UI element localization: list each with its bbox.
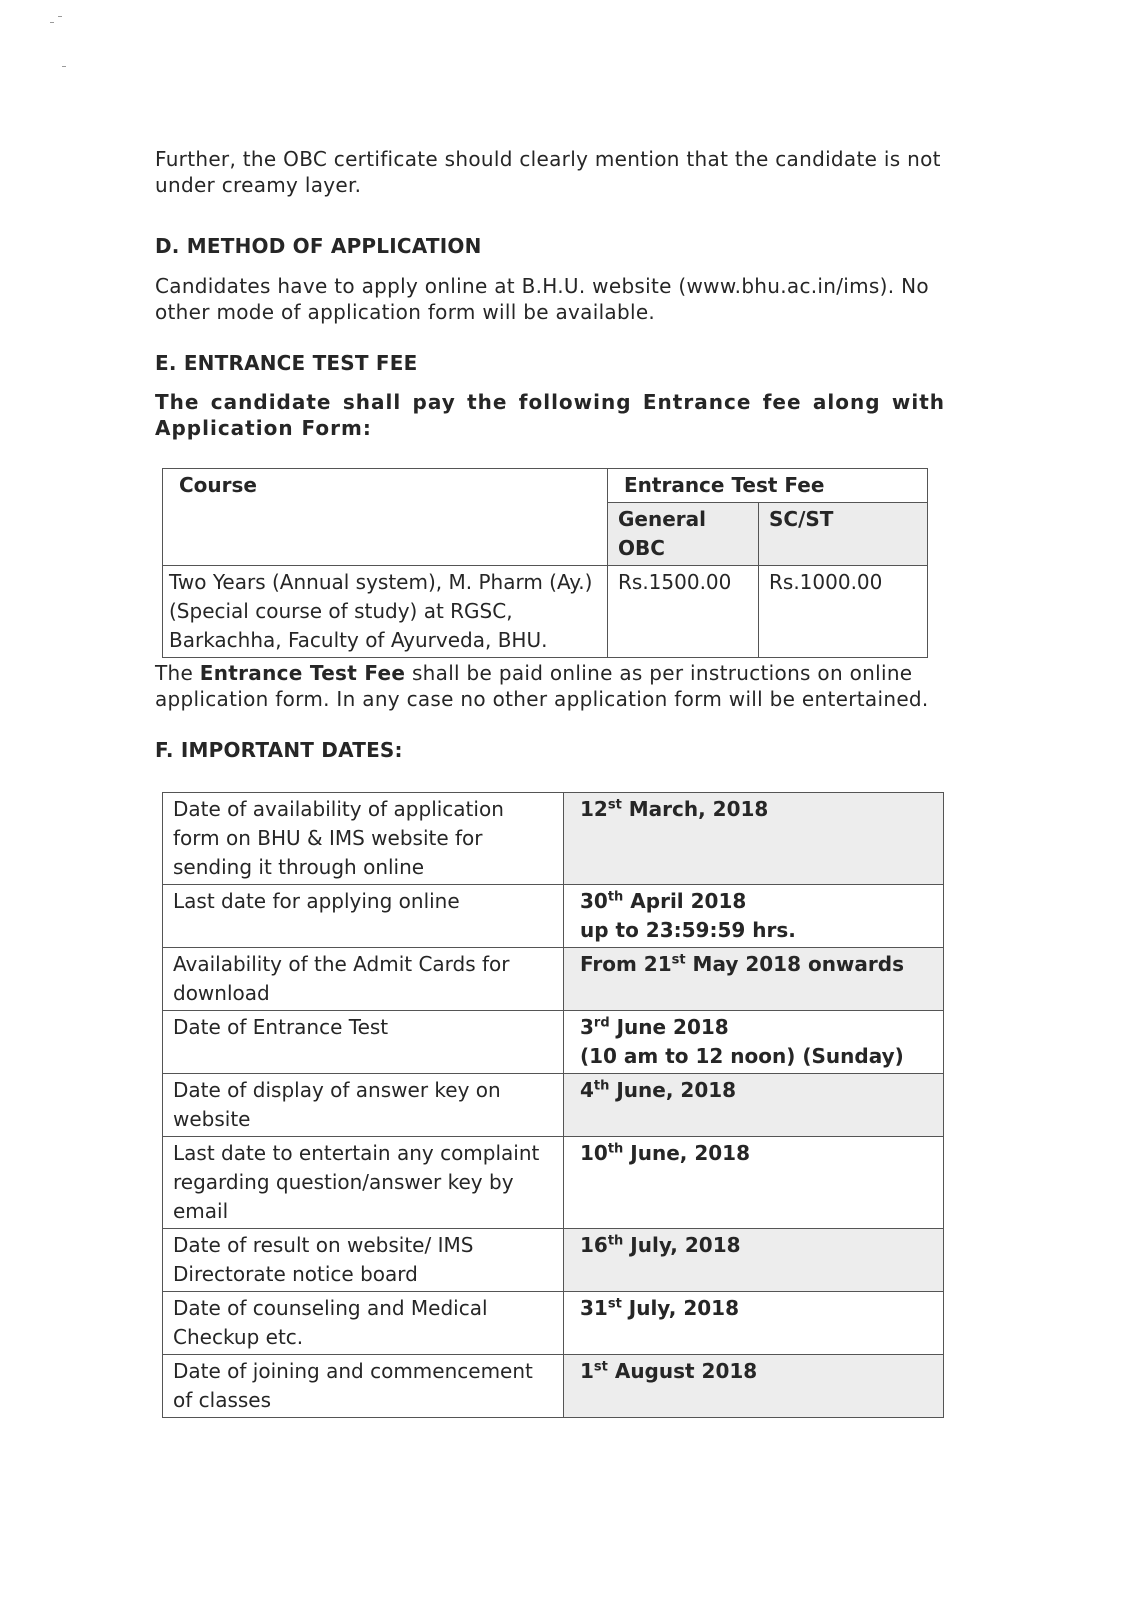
course-header: Course	[163, 469, 608, 566]
section-e-lead: The candidate shall pay the following Entrance fee along with Application Form:	[155, 390, 945, 440]
fee-scst-cell: Rs.1000.00	[759, 566, 928, 658]
date-label: Date of availability of application form on BHU & IMS website for sending it through online	[163, 793, 564, 885]
date-row	[163, 948, 944, 1011]
date-ordinal-suffix: th	[607, 1233, 624, 1249]
date-value-line	[580, 1294, 933, 1323]
note-text: shall be paid online as per instructions on online application form. In any case no other application form will be entertained.	[155, 661, 929, 711]
date-value	[564, 885, 944, 948]
date-row	[163, 1355, 944, 1418]
course-line: Two Years (Annual system), M. Pharm (Ay.)	[169, 570, 593, 594]
date-day: 3	[580, 1015, 594, 1039]
date-rest: July, 2018	[621, 1296, 740, 1320]
section-e-heading: E. ENTRANCE TEST FEE	[155, 351, 418, 375]
date-value	[564, 1137, 944, 1229]
sc-st-header: SC/ST	[759, 503, 928, 566]
section-f-heading: F. IMPORTANT DATES:	[155, 738, 403, 762]
date-value	[564, 1074, 944, 1137]
date-day: 31	[580, 1296, 608, 1320]
date-ordinal-suffix: th	[607, 1141, 624, 1157]
note-bold-text: Entrance Test Fee	[199, 661, 406, 685]
course-line: Barkachha, Faculty of Ayurveda, BHU.	[169, 628, 548, 652]
date-ordinal-suffix: th	[607, 889, 624, 905]
date-rest: April 2018	[623, 889, 747, 913]
date-day: 1	[580, 1359, 594, 1383]
note-text: The	[155, 661, 200, 685]
general-label: General	[618, 507, 706, 531]
scan-mark	[50, 22, 54, 23]
date-row	[163, 793, 944, 885]
course-line: (Special course of study) at RGSC,	[169, 599, 513, 623]
date-ordinal-suffix: st	[671, 952, 686, 968]
date-value-line	[580, 1357, 933, 1386]
course-cell	[163, 566, 608, 658]
date-value-line	[580, 1076, 933, 1105]
date-value	[564, 1229, 944, 1292]
date-day: From 21	[580, 952, 672, 976]
fee-general-cell: Rs.1500.00	[608, 566, 759, 658]
date-row	[163, 885, 944, 948]
date-rest: June, 2018	[609, 1078, 737, 1102]
date-value-line	[580, 795, 933, 824]
date-rest: July, 2018	[623, 1233, 741, 1257]
date-ordinal-suffix: th	[593, 1078, 610, 1094]
date-value-line	[580, 950, 933, 979]
date-label: Date of display of answer key on website	[163, 1074, 564, 1137]
date-rest: May 2018 onwards	[685, 952, 904, 976]
date-row	[163, 1229, 944, 1292]
date-rest: March, 2018	[621, 797, 769, 821]
date-rest: June, 2018	[623, 1141, 750, 1165]
general-obc-header	[608, 503, 759, 566]
obc-label: OBC	[618, 536, 665, 560]
important-dates-table	[162, 792, 944, 1418]
date-row	[163, 1074, 944, 1137]
date-row	[163, 1137, 944, 1229]
date-value-line	[580, 887, 933, 916]
date-value	[564, 1355, 944, 1418]
date-label: Date of counseling and Medical Checkup etc.	[163, 1292, 564, 1355]
date-day: 10	[580, 1141, 608, 1165]
date-value-line	[580, 1139, 933, 1168]
date-day: 30	[580, 889, 608, 913]
obc-note: Further, the OBC certificate should clearly mention that the candidate is not under creamy layer.	[155, 147, 941, 197]
date-rest: June 2018	[609, 1015, 729, 1039]
section-d-heading: D. METHOD OF APPLICATION	[155, 234, 482, 258]
date-rest: August 2018	[607, 1359, 758, 1383]
date-value	[564, 1011, 944, 1074]
date-value	[564, 948, 944, 1011]
date-value-line: up to 23:59:59 hrs.	[580, 918, 796, 942]
date-value-line	[580, 1231, 933, 1260]
section-d-text: Candidates have to apply online at B.H.U. website (www.bhu.ac.in/ims). No other mode of application form will be available.	[155, 274, 929, 324]
date-label: Date of Entrance Test	[163, 1011, 564, 1074]
scan-mark	[58, 16, 62, 17]
date-label: Date of joining and commencement of classes	[163, 1355, 564, 1418]
date-value	[564, 1292, 944, 1355]
date-label: Date of result on website/ IMS Directorate notice board	[163, 1229, 564, 1292]
date-label: Last date to entertain any complaint regarding question/answer key by email	[163, 1137, 564, 1229]
date-value-line: (10 am to 12 noon) (Sunday)	[580, 1044, 904, 1068]
date-row	[163, 1292, 944, 1355]
date-day: 12	[580, 797, 608, 821]
scan-mark	[62, 66, 66, 67]
date-ordinal-suffix: st	[593, 1359, 608, 1375]
fee-payment-note	[155, 660, 945, 712]
date-ordinal-suffix: st	[607, 797, 622, 813]
date-day: 4	[580, 1078, 594, 1102]
date-row	[163, 1011, 944, 1074]
date-label: Last date for applying online	[163, 885, 564, 948]
date-day: 16	[580, 1233, 608, 1257]
entrance-test-fee-header: Entrance Test Fee	[608, 469, 928, 503]
date-ordinal-suffix: st	[607, 1296, 622, 1312]
entrance-fee-table	[162, 468, 928, 658]
date-ordinal-suffix: rd	[593, 1015, 610, 1031]
date-label: Availability of the Admit Cards for download	[163, 948, 564, 1011]
date-value-line	[580, 1013, 933, 1042]
date-value	[564, 793, 944, 885]
